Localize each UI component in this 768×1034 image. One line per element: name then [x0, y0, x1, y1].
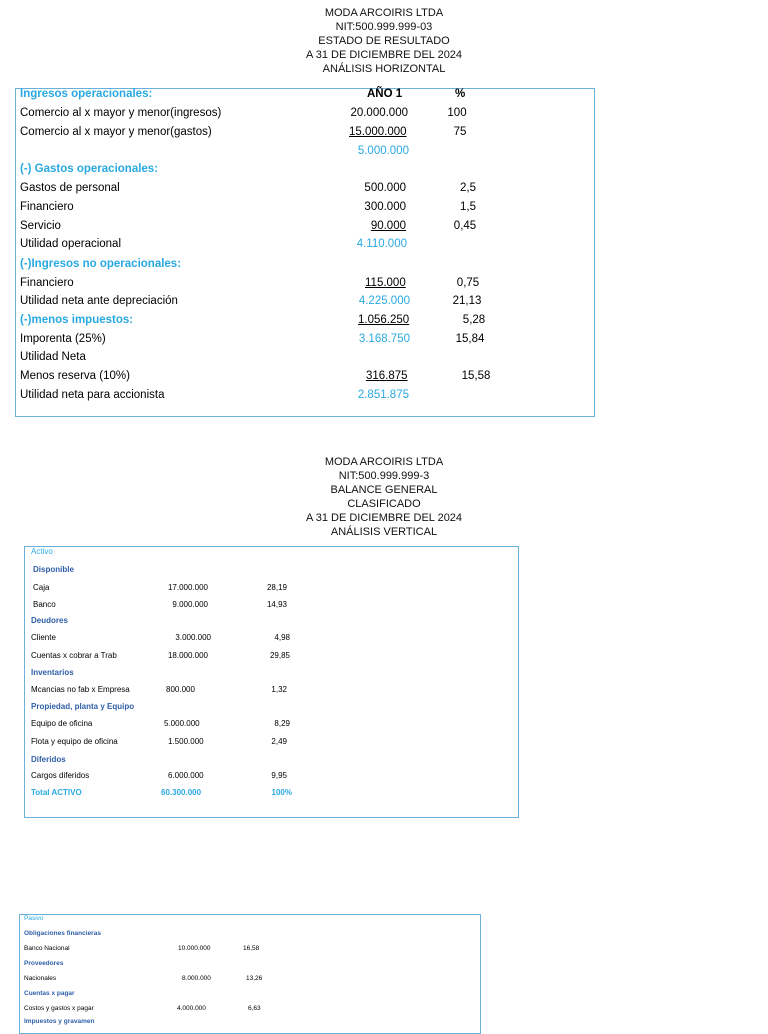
- section-menos-impuestos: (-)menos impuestos:: [20, 314, 134, 326]
- row-percent: 15,58: [461, 370, 491, 382]
- row-value: 90.000: [370, 220, 406, 232]
- row-label: Imporenta (25%): [20, 333, 106, 345]
- income-statement-header: [0, 6, 768, 76]
- row-percent: 2,5: [460, 182, 476, 194]
- row-percent: 9,95: [271, 771, 287, 780]
- subtotal-value: 5.000.000: [357, 145, 409, 157]
- row-value: 1.500.000: [168, 737, 204, 746]
- column-header-year: AÑO 1: [367, 88, 403, 100]
- section-impuestos-gravamen: Impuestos y gravamen: [24, 1018, 95, 1025]
- row-label: Financiero: [20, 277, 74, 289]
- row-label: Mcancias no fab x Empresa: [31, 685, 130, 694]
- row-label: Menos reserva (10%): [20, 370, 130, 382]
- row-label: Comercio al x mayor y menor(ingresos): [20, 107, 222, 119]
- column-header-percent: %: [455, 88, 466, 100]
- row-percent: 100: [447, 107, 467, 119]
- row-value: 4.000.000: [177, 1005, 206, 1012]
- row-label: Financiero: [20, 201, 74, 213]
- analysis-type: ANÁLISIS VERTICAL: [330, 526, 438, 538]
- section-gastos-operacionales: (-) Gastos operacionales:: [20, 163, 159, 175]
- row-value: 10.000.000: [178, 945, 211, 952]
- row-value: 316.875: [366, 370, 408, 382]
- row-value: 4.225.000: [358, 295, 410, 307]
- row-percent: 1,5: [460, 201, 476, 213]
- company-nit: NIT:500.999.999-3: [338, 470, 430, 482]
- total-activo-value: 60.300.000: [161, 788, 202, 797]
- section-ingresos-operacionales: Ingresos operacionales:: [20, 88, 153, 100]
- row-label: Utilidad neta ante depreciación: [20, 295, 178, 307]
- section-deudores: Deudores: [31, 616, 68, 625]
- statement-date: A 31 DE DICIEMBRE DEL 2024: [305, 512, 463, 524]
- section-obligaciones-financieras: Obligaciones financieras: [24, 930, 101, 937]
- row-value: 9.000.000: [172, 600, 208, 609]
- row-value: 6.000.000: [168, 771, 204, 780]
- assets-title: Activo: [31, 547, 53, 556]
- company-nit: NIT:500.999.999-03: [335, 21, 433, 33]
- row-percent: 6,63: [248, 1005, 261, 1012]
- analysis-type: ANÁLISIS HORIZONTAL: [322, 63, 446, 75]
- row-value: 500.000: [364, 182, 406, 194]
- statement-title: ESTADO DE RESULTADO: [318, 35, 450, 47]
- row-percent: 8,29: [274, 719, 290, 728]
- statement-date: A 31 DE DICIEMBRE DEL 2024: [305, 49, 463, 61]
- statement-title: BALANCE GENERAL: [330, 484, 438, 496]
- company-name: MODA ARCOIRIS LTDA: [324, 456, 444, 468]
- company-name: MODA ARCOIRIS LTDA: [324, 7, 444, 19]
- total-activo-label: Total ACTIVO: [31, 788, 82, 797]
- row-value: 115.000: [365, 277, 406, 289]
- row-percent: 1,32: [271, 685, 287, 694]
- section-diferidos: Diferidos: [31, 755, 66, 764]
- row-percent: 28,19: [266, 583, 287, 592]
- row-label: Banco Nacional: [24, 945, 70, 952]
- row-value: 3.000.000: [175, 633, 211, 642]
- row-value: 5.000.000: [164, 719, 200, 728]
- row-percent: 14,93: [266, 600, 287, 609]
- row-label: Nacionales: [24, 975, 57, 982]
- section-inventarios: Inventarios: [31, 668, 74, 677]
- row-percent: 5,28: [462, 314, 486, 326]
- liabilities-title: Pasivo: [24, 915, 44, 922]
- row-value: 17.000.000: [167, 583, 208, 592]
- section-cuentas-x-pagar: Cuentas x pagar: [24, 990, 75, 997]
- row-label: Equipo de oficina: [31, 719, 93, 728]
- row-label: Banco: [33, 600, 56, 609]
- row-percent: 0,45: [453, 220, 477, 232]
- row-label: Cliente: [31, 633, 56, 642]
- row-label: Utilidad neta para accionista: [20, 389, 165, 401]
- section-propiedad-planta-equipo: Propiedad, planta y Equipo: [31, 702, 135, 711]
- row-value: 20.000.000: [350, 107, 408, 119]
- row-value: 800.000: [166, 685, 195, 694]
- row-percent: 4,98: [274, 633, 290, 642]
- row-percent: 21,13: [452, 295, 482, 307]
- row-value: 4.110.000: [356, 238, 407, 250]
- row-percent: 75: [453, 126, 467, 138]
- row-value: 15.000.000: [349, 126, 407, 138]
- row-value: 18.000.000: [167, 651, 208, 660]
- section-ingresos-no-operacionales: (-)Ingresos no operacionales:: [20, 258, 182, 270]
- row-label: Cuentas x cobrar a Trab: [31, 651, 117, 660]
- row-value: 8.000.000: [182, 975, 211, 982]
- row-value: 300.000: [364, 201, 406, 213]
- statement-subtitle: CLASIFICADO: [347, 498, 421, 510]
- row-label: Costos y gastos x pagar: [24, 1005, 94, 1012]
- row-percent: 15,84: [455, 333, 485, 345]
- row-value: 3.168.750: [358, 333, 410, 345]
- row-percent: 29,85: [269, 651, 290, 660]
- row-label: Servicio: [20, 220, 61, 232]
- row-percent: 0,75: [456, 277, 480, 289]
- row-label: Caja: [33, 583, 50, 592]
- row-label: Utilidad Neta: [20, 351, 86, 363]
- section-disponible: Disponible: [33, 565, 74, 574]
- row-label: Utilidad operacional: [20, 238, 122, 250]
- row-percent: 13,26: [246, 975, 263, 982]
- row-percent: 16,58: [243, 945, 260, 952]
- row-percent: 2,49: [271, 737, 287, 746]
- section-proveedores: Proveedores: [24, 960, 64, 967]
- balance-sheet-header: [0, 455, 768, 539]
- row-value: 1.056.250: [358, 314, 410, 326]
- row-label: Comercio al x mayor y menor(gastos): [20, 126, 212, 138]
- row-label: Flota y equipo de oficina: [31, 737, 118, 746]
- row-label: Cargos diferidos: [31, 771, 90, 780]
- row-value: 2.851.875: [357, 389, 409, 401]
- row-label: Gastos de personal: [20, 182, 120, 194]
- total-activo-percent: 100%: [271, 788, 292, 797]
